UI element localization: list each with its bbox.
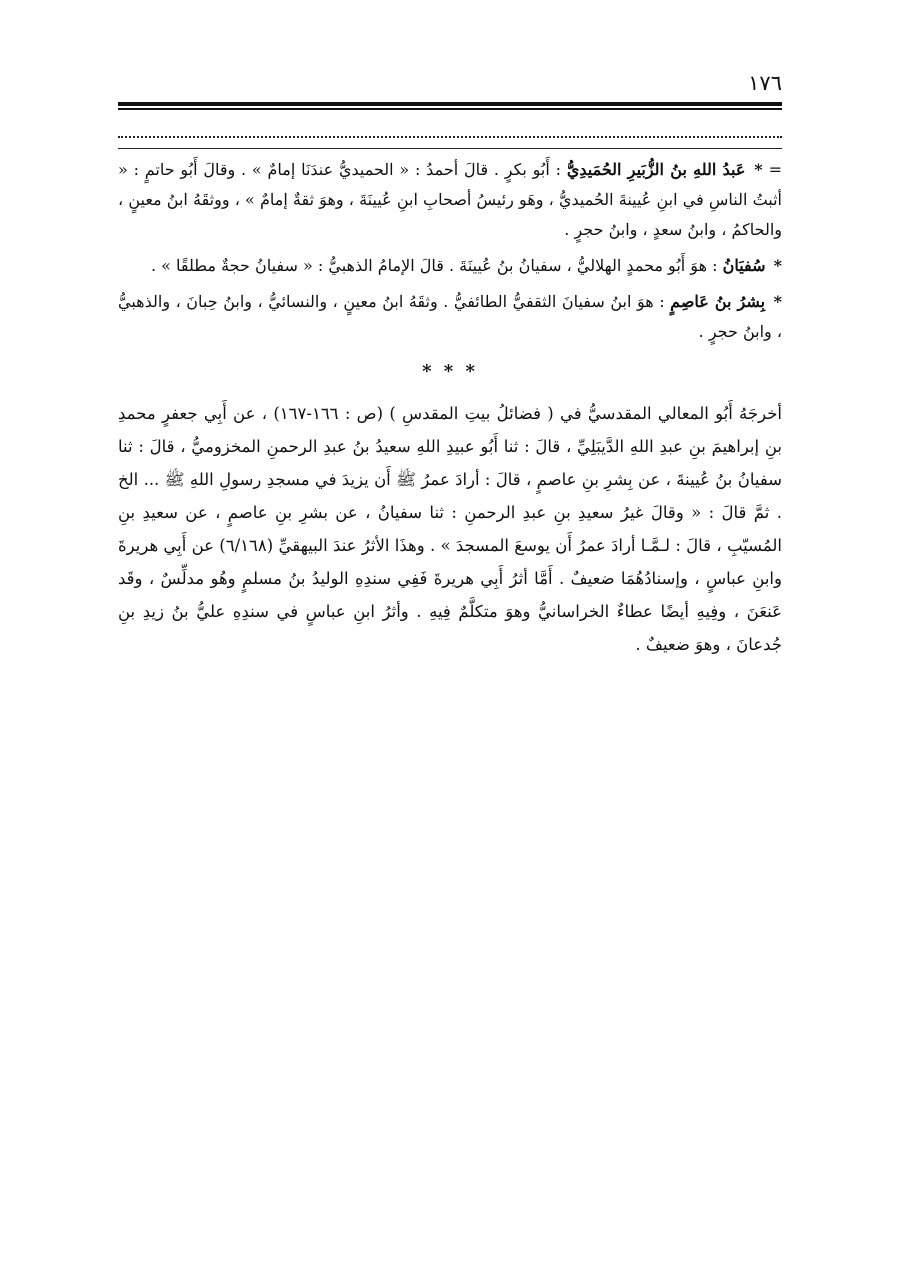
star-bullet: *: [773, 291, 783, 311]
dotted-separator: [118, 136, 782, 138]
narrator-name: سُفيَانُ: [722, 255, 766, 275]
note-humaydi: [118, 155, 782, 245]
continuation-mark: =: [768, 159, 782, 179]
page-number: ١٧٦: [748, 71, 782, 95]
book-page: [118, 70, 782, 661]
main-commentary: [118, 397, 782, 661]
section-separator: * * *: [422, 360, 478, 382]
note-sufyan: [118, 251, 782, 281]
note-text: : هوَ ابنُ سفيانَ الثقفيُّ الطائفيُّ . وثقَهُ ابنُ معينٍ ، والنسائيُّ ، وابنُ حِبانَ ، والذهبيُّ ، وابنُ حجرٍ .: [118, 291, 782, 341]
footnote-rule: [118, 148, 782, 149]
note-text: : هوَ أَبُو محمدٍ الهلاليُّ ، سفيانُ بنُ عُيينَةَ . قالَ الإمامُ الذهبيُّ : « سفيانُ حجةٌ مطلقًا » .: [150, 255, 718, 275]
note-text: : أَبُو بكرٍ . قالَ أحمدُ : « الحميديُّ عندَنَا إمامٌ » . وقالَ أَبُو حاتمٍ : « أثبتُ الناسِ في ابنِ عُيينةَ الحُميديُّ ، وهَو رئيسُ أصحابِ ابنِ عُيينَةَ ، وهوَ ثقةٌ إمامٌ » ، ووثقَهُ ابنُ معينٍ ، والحاكمُ ، وابنُ سعدٍ ، وابنُ حجرٍ .: [118, 159, 782, 239]
narrator-name: عَبدُ اللهِ بنُ الزُّبَيرِ الحُمَيدِيُّ: [566, 159, 746, 179]
header-double-rule: [118, 102, 782, 110]
narrator-notes: [118, 155, 782, 347]
note-bishr: [118, 287, 782, 347]
commentary-paragraph: أخرجَهُ أَبُو المعالي المقدسيُّ في ( فضائلُ بيتِ المقدسِ ) (ص : ١٦٦-١٦٧) ، عن أَبِي جعفرٍ محمدِ بنِ إبراهيمَ بنِ عبدِ اللهِ الدَّيبَلِيِّ ، قالَ : ثنا أَبُو عبيدِ اللهِ سعيدُ بنُ عبدِ الرحمنِ المخزوميُّ ، قالَ : ثنا سفيانُ بنُ عُيينةَ ، عن بِشرِ بنِ عاصمٍ ، قالَ : أرادَ عمرُ ﷺ أَن يزيدَ في مسجدِ رسولِ اللهِ ﷺ ... الخ . ثمَّ قالَ : « وقالَ غيرُ سعيدِ بنِ عبدِ الرحمنِ : ثنا سفيانُ ، عن بشرِ بنِ عاصمٍ ، عن سعيدِ بنِ المُسيّبِ ، قالَ : لـمَّـا أرادَ عمرُ أَن يوسعَ المسجدَ » . وهذَا الأثرُ عندَ البيهقيِّ (٦/١٦٨) عن أَبِي هريرةَ وابنِ عباسٍ ، وإسنادُهُمَا ضعيفٌ . أَمَّا أثرُ أَبِي هريرةَ فَفِي سندِهِ الوليدُ بنُ مسلمٍ وهُو مدلِّسٌ ، وقَد عَنعَنَ ، وفِيهِ أيضًا عطاءٌ الخراسانيُّ وهوَ متكلَّمٌ فِيهِ . وأثرُ ابنِ عباسٍ في سندِهِ عليُّ بنُ زيدِ بنِ جُدعانَ ، وهوَ ضعيفٌ .: [118, 403, 782, 654]
star-bullet: *: [773, 255, 782, 275]
star-bullet: *: [754, 159, 763, 179]
header-rule-thick: [118, 102, 782, 106]
header-rule-thin: [118, 108, 782, 110]
narrator-name: بِشرُ بنُ عَاصِمٍ: [670, 291, 766, 311]
